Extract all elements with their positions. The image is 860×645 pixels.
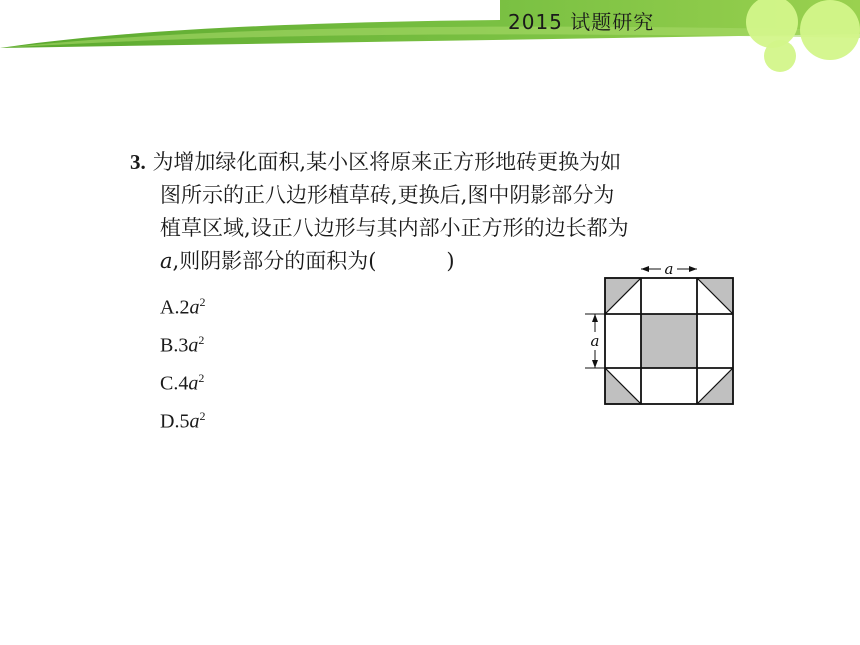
option-d[interactable]: $D.5a^2$ — [160, 409, 206, 433]
question-number: 3. — [130, 150, 146, 174]
corner-triangle-tl — [605, 278, 641, 314]
header-title: 2015 试题研究 — [508, 10, 655, 34]
option-c[interactable]: $C.4a^2$ — [160, 371, 205, 395]
top-dimension-label: a — [664, 260, 674, 278]
answer-options — [160, 283, 205, 435]
decorative-bubbles — [730, 0, 860, 80]
center-square — [641, 314, 697, 368]
option-b[interactable]: $B.3a^2$ — [160, 333, 205, 357]
question-line-1: 3. 为增加绿化面积,某小区将原来正方形地砖更换为如 — [130, 150, 622, 174]
corner-triangle-br — [697, 368, 733, 404]
option-a[interactable]: $A.2a^2$ — [160, 295, 206, 319]
corner-triangle-bl — [605, 368, 641, 404]
question-line-4: a,则阴影部分的面积为( ) — [160, 249, 455, 273]
corner-triangle-tr — [697, 278, 733, 314]
octagon-tile-figure — [585, 258, 745, 408]
question-line-3: 植草区域,设正八边形与其内部小正方形的边长都为 — [160, 216, 629, 240]
left-dimension-label: a — [590, 332, 600, 350]
variable-a: a — [160, 249, 173, 273]
question-line-2: 图所示的正八边形植草砖,更换后,图中阴影部分为 — [160, 183, 615, 207]
